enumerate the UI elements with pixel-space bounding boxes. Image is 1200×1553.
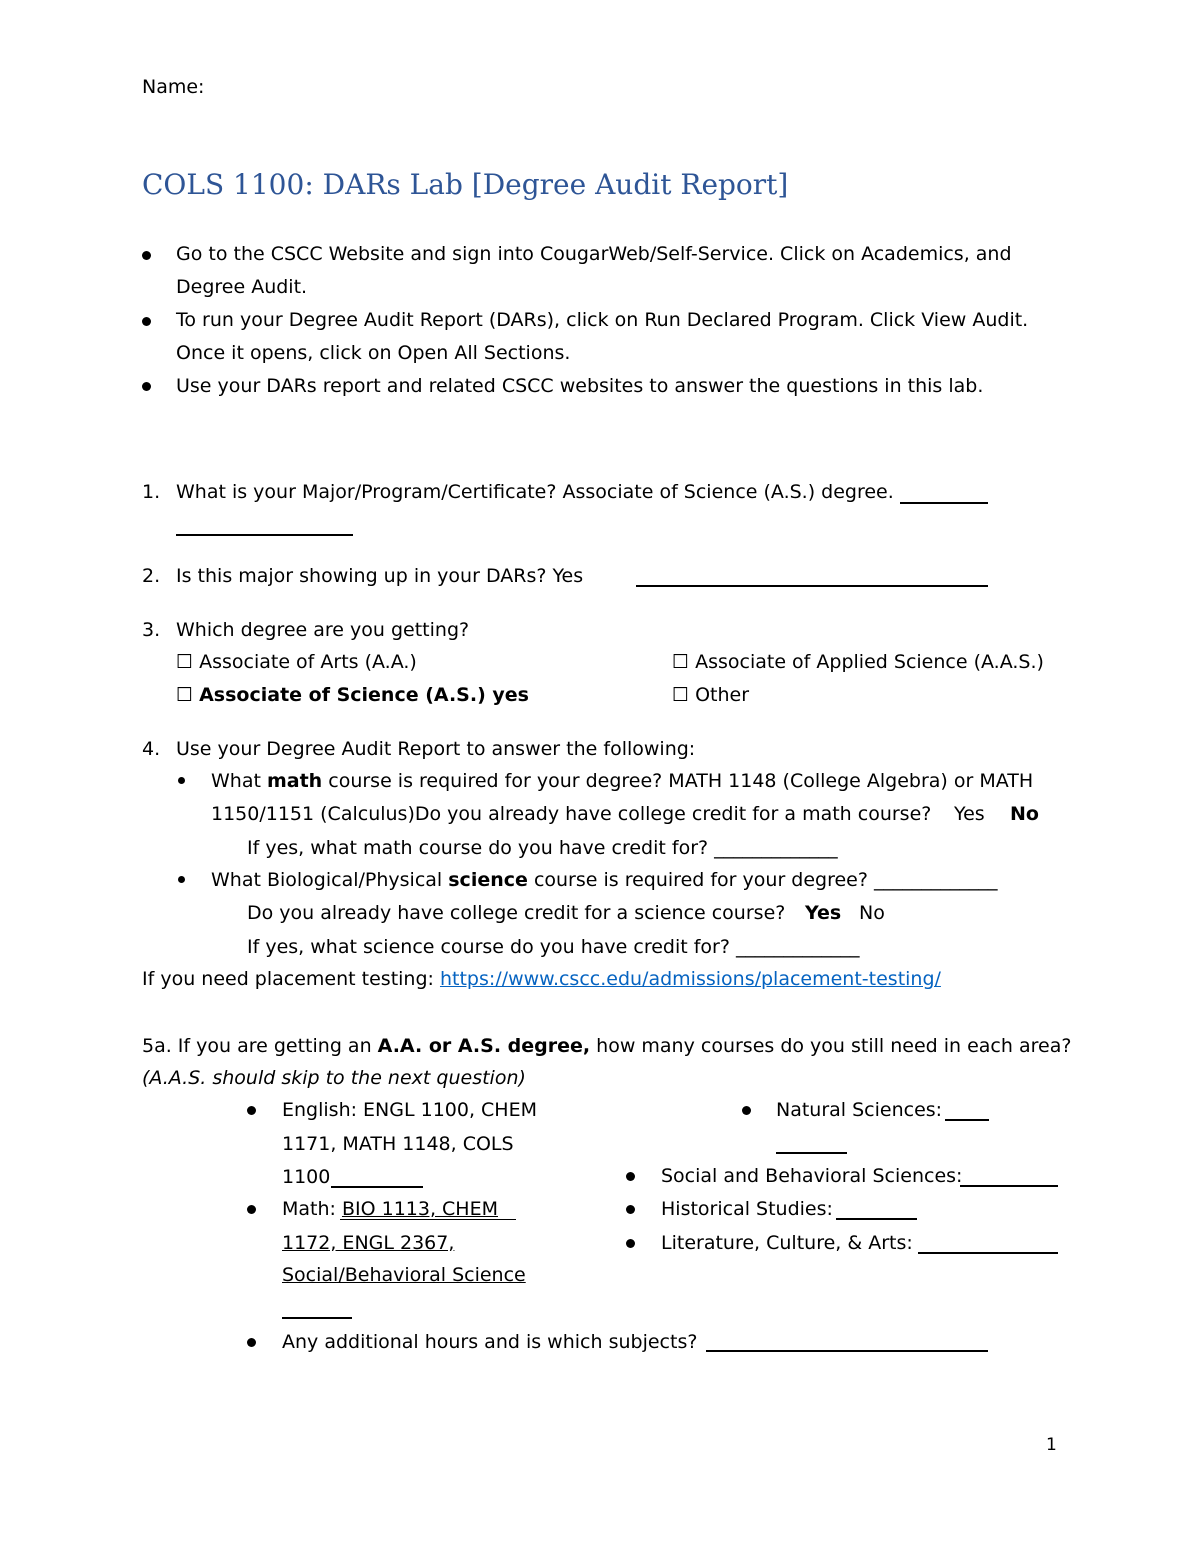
historical-studies: Historical Studies: bbox=[661, 1198, 833, 1220]
q2-number: 2. bbox=[142, 565, 161, 587]
intro-bullet-3: Use your DARs report and related CSCC websites to answer the questions in this lab. bbox=[176, 375, 984, 397]
q4-science-ifyes: If yes, what science course do you have credit for? _____________ bbox=[247, 936, 860, 958]
bullet-icon bbox=[742, 1106, 751, 1115]
placement-testing-link[interactable]: https://www.cscc.edu/admissions/placement-testing/ bbox=[439, 968, 941, 990]
math-yes-option[interactable]: Yes bbox=[954, 803, 985, 825]
bullet-icon bbox=[142, 317, 151, 326]
option-as[interactable] bbox=[176, 686, 529, 705]
answer-blank bbox=[900, 502, 988, 504]
q2-text: Is this major showing up in your DARs? Yes bbox=[176, 565, 584, 587]
math-no-option[interactable]: No bbox=[1010, 803, 1039, 825]
answer-blank bbox=[776, 1152, 847, 1154]
intro-bullet-2-line2: Once it opens, click on Open All Sections. bbox=[176, 342, 571, 364]
english-line2: 1171, MATH 1148, COLS bbox=[282, 1133, 514, 1155]
q4-math-ifyes: If yes, what math course do you have credit for? _____________ bbox=[247, 837, 838, 859]
q4-text: Use your Degree Audit Report to answer the following: bbox=[176, 738, 696, 760]
q1-number: 1. bbox=[142, 481, 161, 503]
answer-blank bbox=[918, 1252, 1058, 1254]
math-area-line3: Social/Behavioral Science bbox=[282, 1264, 526, 1286]
q3-number: 3. bbox=[142, 619, 161, 641]
intro-bullet-1-line1: Go to the CSCC Website and sign into CougarWeb/Self-Service. Click on Academics, and bbox=[176, 243, 1012, 265]
literature-culture-arts: Literature, Culture, & Arts: bbox=[661, 1232, 913, 1254]
option-aa[interactable] bbox=[176, 653, 417, 672]
intro-bullet-1-line2: Degree Audit. bbox=[176, 276, 308, 298]
q4-math-line1: What math course is required for your degree? MATH 1148 (College Algebra) or MATH bbox=[211, 770, 1034, 792]
q5a-note: (A.A.S. should skip to the next question) bbox=[142, 1067, 526, 1089]
option-aas-label: Associate of Applied Science (A.A.S.) bbox=[695, 651, 1044, 673]
answer-blank bbox=[706, 1350, 988, 1352]
checkbox-icon[interactable]: ☐ bbox=[672, 684, 690, 706]
option-other-label: Other bbox=[695, 684, 750, 706]
natural-sciences: Natural Sciences: bbox=[776, 1099, 943, 1121]
bullet-icon bbox=[142, 382, 151, 391]
social-behavioral: Social and Behavioral Sciences: bbox=[661, 1165, 963, 1187]
bullet-icon bbox=[142, 251, 151, 260]
checkbox-icon[interactable]: ☐ bbox=[176, 684, 194, 706]
option-other[interactable] bbox=[672, 686, 749, 705]
checkbox-icon[interactable]: ☐ bbox=[176, 651, 194, 673]
bullet-icon bbox=[626, 1205, 635, 1214]
english-line3: 1100 bbox=[282, 1166, 331, 1188]
placement-label: If you need placement testing: bbox=[142, 968, 440, 990]
bullet-icon bbox=[626, 1172, 635, 1181]
option-aas[interactable] bbox=[672, 653, 1044, 672]
checkbox-icon[interactable]: ☐ bbox=[672, 651, 690, 673]
name-label: Name: bbox=[142, 76, 205, 98]
math-area-line1: Math: BIO 1113, CHEM bbox=[282, 1198, 498, 1220]
answer-blank bbox=[945, 1119, 989, 1121]
page-title: COLS 1100: DARs Lab [Degree Audit Report] bbox=[142, 168, 789, 201]
english-line1: English: ENGL 1100, CHEM bbox=[282, 1099, 537, 1121]
answer-blank bbox=[836, 1218, 917, 1220]
answer-blank bbox=[176, 534, 353, 536]
answer-blank bbox=[636, 585, 988, 587]
bullet-icon bbox=[178, 777, 185, 784]
bullet-icon bbox=[247, 1205, 256, 1214]
answer-blank bbox=[331, 1186, 423, 1188]
science-no-option[interactable]: No bbox=[859, 902, 885, 924]
option-as-label: Associate of Science (A.S.) yes bbox=[199, 684, 529, 706]
science-yes-option[interactable]: Yes bbox=[805, 902, 842, 924]
bullet-icon bbox=[178, 876, 185, 883]
answer-blank bbox=[282, 1317, 352, 1319]
page-number: 1 bbox=[1046, 1435, 1057, 1455]
underline bbox=[340, 1219, 516, 1220]
bullet-icon bbox=[247, 1106, 256, 1115]
q3-text: Which degree are you getting? bbox=[176, 619, 470, 641]
q4-science-line2: Do you already have college credit for a science course? bbox=[247, 902, 786, 924]
math-area-line2: 1172, ENGL 2367, bbox=[282, 1232, 455, 1254]
q1-text: What is your Major/Program/Certificate? Associate of Science (A.S.) degree. bbox=[176, 481, 894, 503]
q4-math-line2: 1150/1151 (Calculus)Do you already have college credit for a math course? bbox=[211, 803, 932, 825]
bullet-icon bbox=[247, 1338, 256, 1347]
q4-number: 4. bbox=[142, 738, 161, 760]
q4-science-line1: What Biological/Physical science course is required for your degree? _____________ bbox=[211, 869, 998, 891]
placement-line bbox=[142, 970, 941, 989]
additional-hours: Any additional hours and is which subjects? bbox=[282, 1331, 698, 1353]
q5a-text: 5a. If you are getting an A.A. or A.S. degree, how many courses do you still need in each area? bbox=[142, 1035, 1072, 1057]
option-aa-label: Associate of Arts (A.A.) bbox=[199, 651, 417, 673]
intro-bullet-2-line1: To run your Degree Audit Report (DARs), click on Run Declared Program. Click View Audit. bbox=[176, 309, 1029, 331]
bullet-icon bbox=[626, 1239, 635, 1248]
answer-blank bbox=[960, 1185, 1058, 1187]
